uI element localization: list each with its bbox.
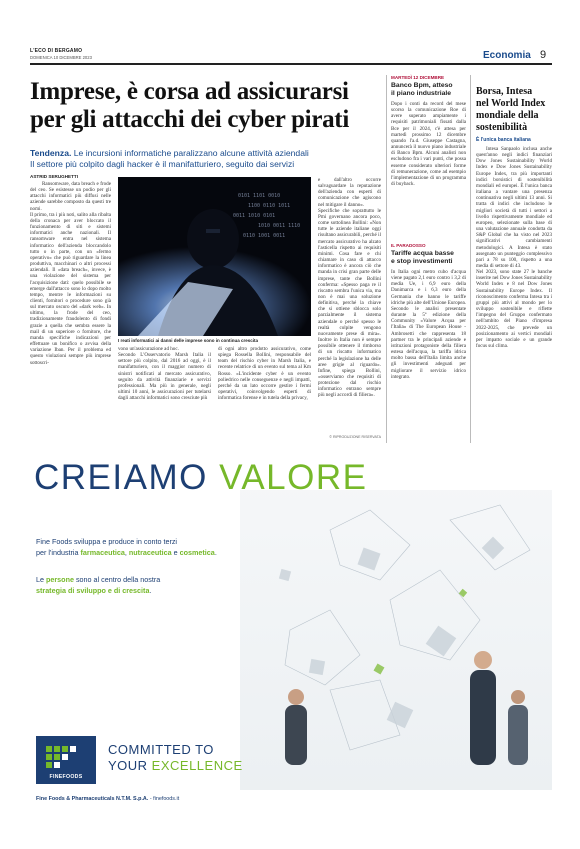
advertisement: [30, 450, 552, 812]
article-col-1: [30, 181, 111, 443]
article-col-4: [318, 177, 381, 439]
side-title-line-2: nel World Index: [476, 98, 546, 109]
headline-line-2: per gli attacchi dei cyber pirati: [30, 106, 349, 133]
headline-line-1: Imprese, è corsa ad assicurarsi: [30, 78, 349, 105]
ad-footer: Fine Foods & Pharmaceuticals N.T.M. S.p.A. - finefoods.it: [36, 796, 180, 802]
article-col-2: [118, 346, 211, 443]
col1-text: Ransomware, data breach e frode del ceo. Se esistesse un podio per gli attacchi informatici più diffusi nelle aziende sarebbe composto da questi tre nomi. Il primo, tra i più noti, salito alla ribalta della cronaca per aver bloccato il funzionamento di siti e sistemi informatici anche nazionali. Il ransomware entra nel sistema informatico dell'azienda bloccandolo tutto o in parte, con un «fermo operativo» che può riguardare la linea produttiva, macchinari o altri processi aziendali. Il «data breach», invece, è una violazione del sistema per l'acquisizione dati: quelo possibile se emerge dall'attacco sono lo dopo molto tempo, mentre le informazioni su clienti, fornitori o procedure sono già sul mercato oscuro del «dark web». In ultimo, la frode del ceo, tradizionamente fraudolento di fondi grazie a quella che sembra essere la mail di un superiore o fornitore, che manda specifiche indicazioni per effettuare un bonifico o avvisa della variazione Iban. Per il problema ed questo violazioni sempre più imprese sottoscri-: [30, 181, 111, 366]
brief-tariffe-acqua: [391, 243, 466, 446]
column-divider-2: [470, 75, 471, 443]
kicker: Tendenza.: [30, 148, 72, 158]
ad-copy-2: Le persone sono al centro della nostra strategia di sviluppo e di crescita.: [36, 575, 161, 595]
article-photo: [118, 177, 311, 336]
brief1-title-line-1: Banco Bpm, atteso: [391, 82, 453, 89]
col2-text: vono un'assicurazione ad hoc. Secondo L'Osservatorio Marsh Italia il settore più colpito, dal 2016 ad oggi, è il manifatturiero, con il maggior numero di sinistri notificati al mercato assicurativo, seguito da attività finanziarie e servizi professionali. Ma più in generale, negli ultimi 10 anni, le assicurazioni per tutelarsi dagli attacchi informatici sono cresciute più: [118, 346, 211, 402]
ad-copy-1: [36, 536, 217, 558]
ad-kw-persone: persone: [46, 575, 74, 584]
ad-kw-cosmetica: cosmetica: [179, 548, 215, 557]
ad-url[interactable]: finefoods.it: [153, 796, 180, 802]
finefoods-logo: [36, 736, 96, 784]
article-col-3: [218, 346, 311, 443]
svg-text:0101 1101 0010: 0101 1101 0010: [238, 193, 281, 199]
svg-text:0110 1001 0011: 0110 1001 0011: [243, 233, 286, 239]
svg-text:0011 1010 0101: 0011 1010 0101: [233, 213, 276, 219]
copyright: © RIPRODUZIONE RISERVATA: [329, 435, 381, 439]
subhead-line-2: Il settore più colpito dagli hacker è il manifatturiero, seguito dai servizi: [30, 159, 295, 169]
brief2-body: In Italia ogni metro cubo d'acqua viene pagato 2,1 euro contro i 3,2 di media Ue, i 6,9 euro della Danimarca e i 6,3 euro della Germania che hanno le tariffe idriche più alte dell'Unione Europea. Secondo le analisi presentate durante la 5ª edizione della Community «Valore Acqua per l'Italia» di The European House - Ambrosetti che rappresenta 18 partner tra le principali aziende e istituzioni protagoniste della filiera estesa dell'acqua, la tariffa idrica molto bassa dell'Italia limita anche gli investimenti adeguati per migliorare il servizio idrico integrato.: [391, 269, 466, 380]
side-article: [476, 86, 552, 436]
page-number: 9: [540, 49, 547, 61]
brief1-date: MARTEDÌ 12 DICEMBRE: [391, 75, 445, 80]
side-kicker: È l'unica banca italiana: [476, 137, 531, 143]
issue-date: DOMENICA 10 DICEMBRE 2023: [30, 55, 92, 60]
ad-kw-nutraceutica: nutraceutica: [128, 548, 172, 557]
side-body: Intesa Sanpaolo inclusa anche quest'anno negli indici finanziari Dow Jones Sustainability World Index e Dow Jones Sustainability Europe Index, tra più importanti indici borsistici di sostenibilità mondiali ed europei. È l'unica banca italiana a vantare una presenza continuativa negli ultimi 13 anni. Si tratta di indici che includono le migliori società di tutti i settori a livello rispettivamente mondiale ed europeo, selezionate sulla base di una valutazione annuale condotta da S&P Global che ha visto nel 2023 significativi cambiamenti metodologici. A Intesa è stato assegnato un punteggio complessivo pari a 78 su 100, rispetto a una media di settore di 43. Nel 2023, sono state 27 le banche inserite nel Dow Jones Sustainability World Index e 8 nel Dow Jones Sustainability Europe Index. Il riconoscimento conferma Intesa tra i gruppi più attivi al mondo per lo sviluppo sostenibile e riflette l'impegno del Gruppo confermato nell'ambito del Piano d'impresa 2022-2025, che prevede un posizionamento ai vertici mondiali per impatto sociale e un grande focus sul clima.: [476, 146, 552, 349]
ad-line-1: Fine Foods sviluppa e produce in conto terzi: [36, 537, 178, 546]
col4-text: e dall'altro occorre salvaguardare la reputazione dell'azienda con esperti di comunicazione che agiscono nel mitigare il danno». Specifiche che soprattutto le Pmi governano ancora poco, come sottolinea Bollini: «Non tutte le aziende italiane oggi risultano assicurabili, perché il mercato assicurativo ha alzato l'asticella rispetto ai requisiti minimi. Cosa fare e chi chiamare in caso di attacco informatico è ancora ciò che manda in crisi gran parte delle imprese, tante che Bollini conferma: «Spesso paga re il riscatto sembra l'unica via, ma non è mai una soluzione definitiva, perché la chiave che si ottiene sblocca solo parzialmente il sistema aziendale o perché spesso le realtà colpite vengono nuovamente prese di mira». Inoltre in Italia non è sempre possibile ottenere il rimborso di un riscatto informatico perché la legislazione ha delle aree grigie al riguardo». Infine, spiega Bollini, «osserviamo che requisiti di protezione dal rischio informatico entrano sempre più negli accordi di filiera».: [318, 177, 381, 399]
side-title-line-1: Borsa, Intesa: [476, 86, 533, 97]
brief2-title-line-1: Tariffe acqua basse: [391, 250, 454, 257]
tagline-line-1: COMMITTED TO: [108, 742, 214, 757]
ad-tagline: COMMITTED TO YOUR EXCELLENCE: [108, 742, 243, 773]
ad-line-2: per l'industria farmaceutica, nutraceutica e cosmetica.: [36, 548, 217, 557]
hacker-image: [118, 177, 311, 336]
photo-caption: I reati informatici ai danni delle imprese sono in continua crescita: [118, 338, 259, 343]
brief-banco-bpm: [391, 75, 466, 247]
col3-text: di ogni altro prodotto assicurativo, come spiega Rossella Bollini, responsabile del team del rischio cyber in Marsh Italia, e recente relatrice di un evento sul tema al Km Rosso. «L'incidente cyber è un evento poliedrico nelle conseguenze e negli impatti, perché da un lato occorre gestire i fermi operativi, coinvolgendo esperti di informatica forense e in tutela della privacy,: [218, 346, 311, 402]
main-headline: [30, 78, 380, 134]
side-title-line-4: sostenibilità: [476, 122, 528, 133]
brief1-body: Dopo i conti da record del mese scorso la comunicazione Roe di avere superato ampiamente i requisiti patrimoniali fissati dalla Bce per il 2024, c'è attesa per martedì prossimo 12 dicembre quando l'a.d. Giuseppe Castagna, annuncerà il nuovo piano industriale di Banco Bpm. Alcuni analisti non escludono fra i vari punti, che possa esserne considerato ulteriori forme di remunerazione, come ad esempio l'implementazione di un programma di buyback.: [391, 101, 466, 188]
ad-headline-word-2: VALORE: [219, 458, 368, 497]
masthead-rule: [30, 63, 552, 65]
ad-company: Fine Foods & Pharmaceuticals N.T.M. S.p.A.: [36, 796, 149, 802]
section-name: Economia: [483, 50, 531, 61]
svg-text:1100 0110 1011: 1100 0110 1011: [248, 203, 291, 209]
subhead: [30, 148, 380, 170]
ad-headline: [34, 458, 368, 498]
svg-text:1010 0011 1110: 1010 0011 1110: [258, 223, 301, 229]
brief1-title-line-2: il piano industriale: [391, 90, 452, 97]
ad-headline-word-1: CREIAMO: [34, 458, 208, 497]
column-divider-1: [386, 75, 387, 443]
tagline-excellence: EXCELLENCE: [151, 758, 243, 773]
ad-kw-strategia: strategia di sviluppo e di crescita: [36, 586, 150, 595]
brief2-title-line-2: e stop investimenti: [391, 258, 453, 265]
subhead-line-1: Le incursioni informatiche paralizzano alcune attività aziendali: [73, 148, 309, 158]
paper-name: L'ECO DI BERGAMO: [30, 48, 83, 54]
byline: ASTRID SERUGHETTI: [30, 174, 78, 179]
ad-kw-farmaceutica: farmaceutica: [80, 548, 125, 557]
side-title-line-3: mondiale della: [476, 110, 539, 121]
logo-text: FINEFOODS: [49, 774, 83, 780]
brief2-label: IL PARADOSSO: [391, 243, 426, 248]
